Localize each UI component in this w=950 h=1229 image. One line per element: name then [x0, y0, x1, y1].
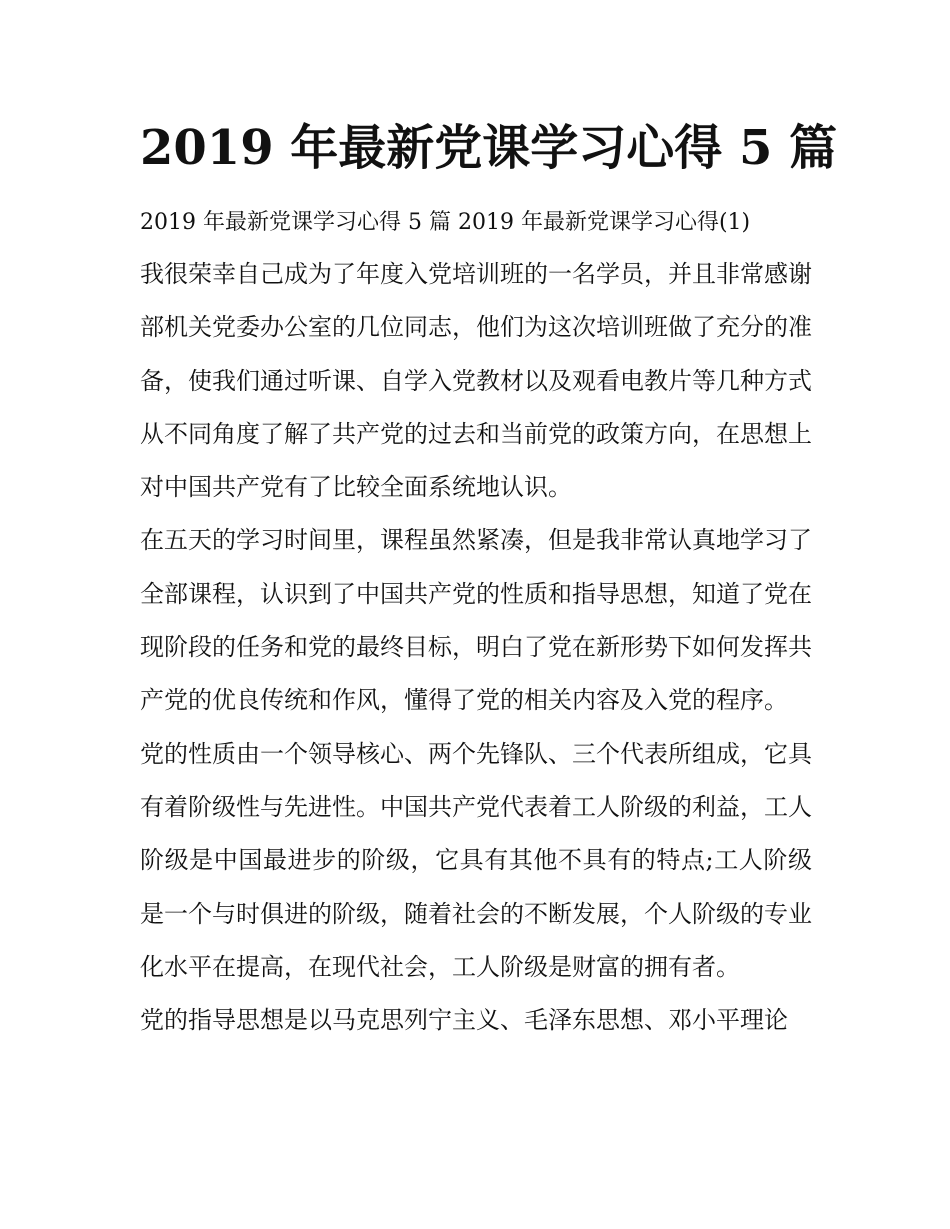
paragraph-2: 在五天的学习时间里，课程虽然紧凑，但是我非常认真地学习了全部课程，认识到了中国共产党的性质和指导思想，知道了党在现阶段的任务和党的最终目标，明白了党在新形势下如何发挥共产党的优良传统和作风，懂得了党的相关内容及入党的程序。: [140, 526, 812, 715]
paragraph-3: 党的性质由一个领导核心、两个先锋队、三个代表所组成，它具有着阶级性与先进性。中国共产党代表着工人阶级的利益，工人阶级是中国最进步的阶级，它具有其他不具有的特点;工人阶级是一个与时俱进的阶级，随着社会的不断发展，个人阶级的专业化水平在提高，在现代社会，工人阶级是财富的拥有者。: [140, 739, 812, 981]
paragraph-1: 我很荣幸自己成为了年度入党培训班的一名学员，并且非常感谢部机关党委办公室的几位同志，他们为这次培训班做了充分的准备，使我们通过听课、自学入党教材以及观看电教片等几种方式从不同角度了解了共产党的过去和当前党的政策方向，在思想上对中国共产党有了比较全面系统地认识。: [140, 260, 812, 502]
document-title: 2019 年最新党课学习心得 5 篇: [140, 120, 838, 176]
paragraph-4: 党的指导思想是以马克思列宁主义、毛泽东思想、邓小平理论: [140, 1006, 788, 1035]
document-body: [140, 248, 812, 1047]
document-subtitle: 2019 年最新党课学习心得 5 篇 2019 年最新党课学习心得(1): [140, 210, 751, 235]
